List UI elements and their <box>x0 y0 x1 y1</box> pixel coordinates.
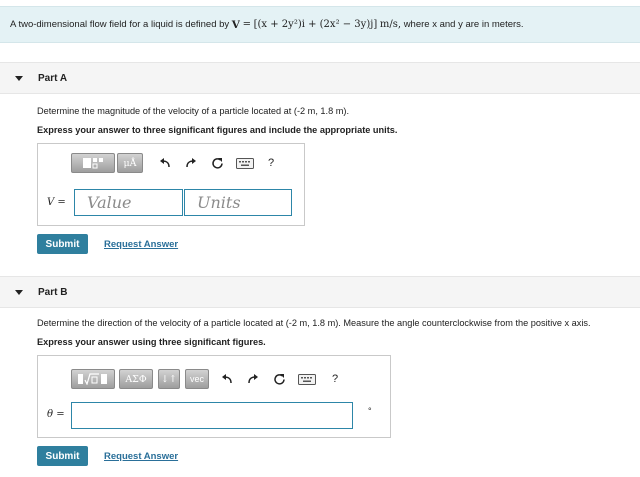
problem-statement <box>0 6 640 43</box>
vec-button[interactable]: vec <box>185 369 209 389</box>
units-button[interactable]: μÅ <box>117 153 143 173</box>
part-a-title: Part A <box>38 72 68 84</box>
part-a-variable-label: V = <box>47 197 66 208</box>
part-a-toolbar <box>71 152 279 174</box>
templates-icon <box>82 157 104 169</box>
templates-button[interactable] <box>71 153 115 173</box>
sqrt-templates-icon <box>77 373 109 385</box>
part-a-question: Determine the magnitude of the velocity of a particle located at (-2 m, 1.8 m). <box>37 106 350 116</box>
degree-unit-label: ° <box>368 406 372 416</box>
help-icon[interactable]: ? <box>267 157 275 169</box>
keyboard-icon[interactable] <box>235 155 255 171</box>
part-b-instruction: Express your answer using three significant figures. <box>37 337 266 347</box>
part-a-header[interactable] <box>0 62 640 94</box>
reset-icon[interactable] <box>271 371 287 387</box>
problem-tail: where x and y are in meters. <box>403 19 524 30</box>
part-b-request-answer-link[interactable]: Request Answer <box>104 451 179 462</box>
part-b-answer-box <box>37 355 391 438</box>
greek-symbols-button[interactable]: ΑΣΦ <box>119 369 153 389</box>
collapse-caret-icon[interactable] <box>15 290 23 295</box>
reset-icon[interactable] <box>209 155 225 171</box>
collapse-caret-icon[interactable] <box>15 76 23 81</box>
problem-formula: [(x + 2y²)i + (2x² − 3y)j] <box>253 19 378 30</box>
redo-icon[interactable] <box>245 371 261 387</box>
arrows-button[interactable]: ↓↑ <box>158 369 180 389</box>
templates-sqrt-button[interactable] <box>71 369 115 389</box>
problem-intro: A two-dimensional flow field for a liquid is defined by <box>10 19 230 30</box>
problem-equals: = <box>242 19 251 30</box>
units-input[interactable]: Units <box>184 189 292 216</box>
help-icon[interactable]: ? <box>331 373 339 385</box>
part-b-variable-label: θ = <box>47 409 65 420</box>
part-b-submit-button[interactable]: Submit <box>37 446 88 466</box>
part-a-submit-button[interactable]: Submit <box>37 234 88 254</box>
part-b-title: Part B <box>38 286 68 298</box>
undo-icon[interactable] <box>157 155 173 171</box>
keyboard-icon[interactable] <box>297 371 317 387</box>
part-b-toolbar <box>71 368 343 390</box>
undo-icon[interactable] <box>219 371 235 387</box>
redo-icon[interactable] <box>183 155 199 171</box>
part-a-request-answer-link[interactable]: Request Answer <box>104 239 179 250</box>
angle-input[interactable] <box>71 402 353 429</box>
part-b-header[interactable] <box>0 276 640 308</box>
part-a-answer-box <box>37 143 305 226</box>
problem-vector: V <box>231 18 240 31</box>
part-b-question: Determine the direction of the velocity of a particle located at (-2 m, 1.8 m). Measure the angle counterclockwise from the positive x axis. <box>37 318 591 328</box>
part-a-instruction: Express your answer to three significant figures and include the appropriate units. <box>37 125 398 135</box>
value-input[interactable]: Value <box>74 189 183 216</box>
problem-units: m/s, <box>379 19 402 30</box>
